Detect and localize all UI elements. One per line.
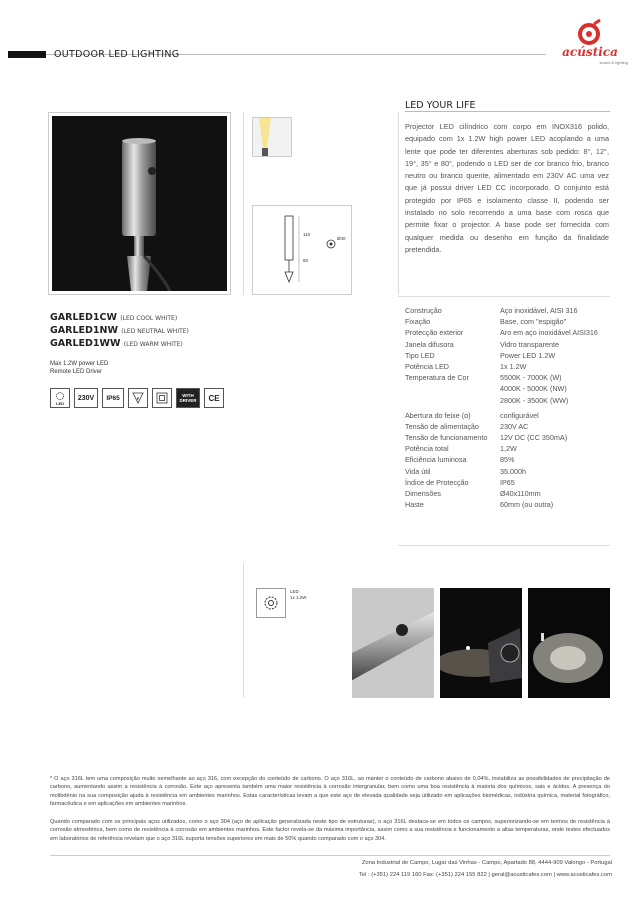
footer-rule [50,855,610,856]
dim-height: 110 [303,232,311,237]
spec-key: Índice de Protecção [405,477,469,487]
led-module-icon [256,588,286,618]
divider [398,112,399,295]
class-f-icon: F [128,388,148,408]
footnote: Quando comparado com os principais aços utilizados, como o aço 304 (aço de aplicação generalizada neste tipo de estruturas), o aço 316L destaca-se em todos os campos, superiorizando-se em termos de resistência à corrosão atmosférica, bem como de resistência à corrosão em ambientes marinhos. Este factor revela-se da máxima importância, assim como a sua resistência e funcionamento a altas temperaturas, onde testes efectuados em laboratórios de referência revelam que o aço 316L suporta tensões superiores em mais de 50% quando comparado com o aço 304. [50,819,610,842]
spec-key: Eficiência luminosa [405,455,467,465]
spec-value: Aro em aço inoxidável AISI316 [500,328,598,338]
spec-value: 12V DC (CC 350mA) [500,433,568,443]
spec-row [405,305,615,316]
spec-row [405,454,615,465]
with-driver-icon: WITH DRIVER [176,388,200,408]
spec-row [405,421,615,432]
spec-row [405,339,615,350]
spec-key: Potência total [405,444,449,454]
spec-key: Tensão de alimentação [405,421,479,431]
spec-value: 60mm (ou outra) [500,500,554,510]
voltage-icon: 230V [74,388,98,408]
spec-row [405,432,615,443]
model-code: GARLED1WW (LED WARM WHITE) [50,338,183,349]
spec-key: Protecção exterior [405,328,464,338]
header-bar [8,51,46,58]
spotlight-product-icon [52,116,227,291]
spec-value: Ø40x110mm [500,489,541,498]
spec-key: Potência LED [405,361,449,371]
led-chip-icon [262,594,280,612]
spec-value: Base, com "espigão" [500,317,567,327]
spec-row [405,361,615,372]
spec-value: 1,2W [500,444,517,454]
logo-tagline: sound & lighting [599,60,628,65]
footnote: * O aço 316L tem uma composição muito semelhante ao aço 316, com excepção do conteúdo de carbono. O aço 316L, ao manter o conteúdo de carbono abaixo de 0,04%, inviabiliza as possibilidades de precipitação de carbono, aumentando assim a resistência à corrosão. Este aço apresenta também uma maior resistência à corrosão intergranular, bem como uma boa resistência à maioria dos químicos, sais e ácidos. A presença do molibdénio na sua composição ajuda à resistência em ambientes marinhos. Estas características levam a que este aço de elevada qualidade seja utilizado em aplicações biomédicas, indústria química, material fotográfico, farmacêutica e em aplicações em ambientes marinhos. [50,776,610,808]
spec-value: 1x 1.2W [500,361,527,371]
product-closeup-photo [352,588,434,698]
spec-key: Tensão de funcionamento [405,433,488,443]
spec-key: Temperatura de Cor [405,373,469,383]
spec-key: Haste [405,500,424,510]
night-garden-photo [440,588,522,698]
spec-key: Abertura do feixe (α) [405,410,471,420]
dimension-drawing-icon [253,206,353,296]
page-section-title: OUTDOOR LED LIGHTING [54,49,180,60]
led-icon: LED [50,388,70,408]
spec-value: 230V AC [500,421,529,431]
spec-row [405,383,615,394]
feature-list [50,360,108,376]
divider [243,112,244,295]
logo-text: acústica [562,45,618,59]
ip-rating-icon: IP65 [102,388,124,408]
spec-row [405,350,615,361]
spec-value: 85% [500,455,515,465]
spec-value: Power LED 1.2W [500,350,556,360]
spec-key [405,395,500,406]
spec-key [405,383,500,394]
spec-key: Vida útil [405,466,431,476]
spec-value: 5500K - 7000K (W) [500,373,562,383]
specs-rule-bottom [398,545,610,546]
technical-drawing [252,205,352,295]
light-beam-icon [253,118,292,157]
dim-diameter: Ø40 [337,236,346,241]
spec-row [405,488,615,499]
beam-thumbnail [252,117,292,157]
footer-contacts: Tel : (+351) 224 119 160 Fax: (+351) 224 155 822 | geral@acusticafes.com | www.acusticafes.com [358,872,612,878]
spec-row [405,316,615,327]
spec-value: IP65 [500,477,515,487]
spec-key: Dimensões [405,489,441,498]
model-list [50,312,189,351]
product-photo [52,116,227,291]
spec-value: 2800K - 3500K (WW) [500,395,569,405]
class-ii-icon [152,388,172,408]
spec-key: Fixação [405,317,431,327]
dim-stem: 60 [303,258,309,263]
spec-row [405,477,615,488]
footer-address: Zona Industrial de Campo, Lugar das Vinhas - Campo, Apartado 88, 4444-909 Valongo - Portugal [361,860,612,866]
spec-value: Vidro transparente [500,339,560,349]
spec-value: 4000K - 5000K (NW) [500,384,567,394]
description-title: LED YOUR LIFE [405,100,476,111]
ce-mark-icon: CE [204,388,224,408]
feature-item: Max 1.2W power LED [50,361,109,367]
spec-row [405,395,615,406]
led-module-label: LED 1x 1.2W [290,589,307,600]
description-text: Projector LED cilíndrico com corpo em INOX316 polido, equipado com 1x 1.2W high power LED acoplando a uma lente que pode ter diferentes aberturas sob pedido: 8°, 12°, 19°, 35° e 80°, podendo o LED ser de cor branco frio, branco neutro ou branco quente, alimentado em 230V AC uma vez que já possui driver LED CC incorporado. O conjunto está protegido por IP65 e isolamento classe II, podendo ser instalado no solo recorrendo a uma base com rosca que permite fixar o projector. A base pode ser fornecida com qualquer medida ou desenho em função da finalidade pretendida. [405,122,609,254]
certification-icons [50,388,224,408]
spec-value: Aço inoxidável, AISI 316 [500,306,578,315]
product-photo-frame [48,112,231,295]
spec-row [405,410,615,421]
spec-row [405,443,615,454]
divider [243,563,244,698]
spec-key: Janela difusora [405,339,454,349]
spec-key: Tipo LED [405,350,435,360]
feature-item: Remote LED Driver [50,369,103,375]
spec-row [405,327,615,338]
spec-key: Construção [405,306,442,315]
spec-table [405,305,615,510]
spec-row [405,466,615,477]
description-rule [405,111,610,112]
model-code: GARLED1NW (LED NEUTRAL WHITE) [50,325,189,336]
specs-rule-top [398,296,610,297]
spec-value: configurável [500,410,539,420]
spec-value: 35.000h [500,466,526,476]
night-lawn-photo [528,588,610,698]
spec-row [405,372,615,383]
spec-row [405,499,615,510]
model-code: GARLED1CW (LED COOL WHITE) [50,312,178,323]
